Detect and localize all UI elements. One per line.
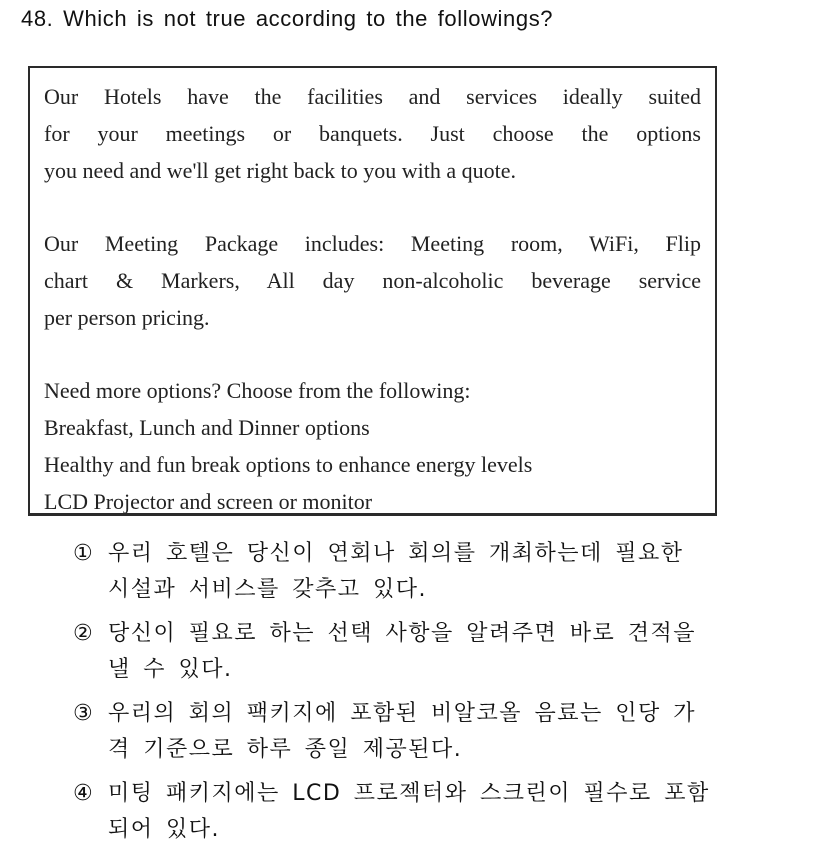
passage-line: per person pricing.	[44, 305, 210, 330]
choice-3[interactable]	[73, 696, 773, 768]
choice-text: 우리의 회의 팩키지에 포함된 비알코올 음료는 인당 가	[108, 701, 696, 726]
choice-marker: ③	[73, 701, 93, 726]
passage-box	[28, 66, 717, 516]
choice-text: 낼 수 있다.	[108, 657, 233, 682]
passage-line: you need and we'll get right back to you with a quote.	[44, 158, 516, 183]
passage-paragraph-2	[44, 225, 701, 336]
choice-marker: ②	[73, 621, 93, 646]
passage-line: Need more options? Choose from the following:	[44, 378, 471, 403]
choice-text: 당신이 필요로 하는 선택 사항을 알려주면 바로 견적을	[108, 621, 696, 646]
choice-2[interactable]	[73, 616, 773, 688]
choice-text: 격 기준으로 하루 종일 제공된다.	[108, 737, 463, 762]
passage-paragraph-3	[44, 372, 701, 520]
passage-line: for your meetings or banquets. Just choose the options	[44, 121, 701, 146]
choice-1[interactable]	[73, 536, 773, 608]
passage-line: Our Hotels have the facilities and services ideally suited	[44, 84, 701, 109]
passage-line: LCD Projector and screen or monitor	[44, 489, 373, 514]
choice-marker: ①	[73, 541, 93, 566]
answer-choices	[73, 536, 773, 856]
choice-4[interactable]	[73, 776, 773, 848]
choice-marker: ④	[73, 781, 93, 806]
choice-text: 되어 있다.	[108, 817, 220, 842]
passage-line: Healthy and fun break options to enhance energy levels	[44, 452, 533, 477]
choice-text: 우리 호텔은 당신이 연회나 회의를 개최하는데 필요한	[108, 541, 684, 566]
passage-line: Breakfast, Lunch and Dinner options	[44, 415, 370, 440]
passage-line: Our Meeting Package includes: Meeting room, WiFi, Flip	[44, 231, 701, 256]
passage-line: chart & Markers, All day non-alcoholic beverage service	[44, 268, 701, 293]
passage-paragraph-1	[44, 78, 701, 189]
question-title: 48. Which is not true according to the followings?	[21, 6, 554, 31]
choice-text: 시설과 서비스를 갖추고 있다.	[108, 577, 427, 602]
choice-text: 미팅 패키지에는 LCD 프로젝터와 스크린이 필수로 포함	[108, 781, 710, 806]
